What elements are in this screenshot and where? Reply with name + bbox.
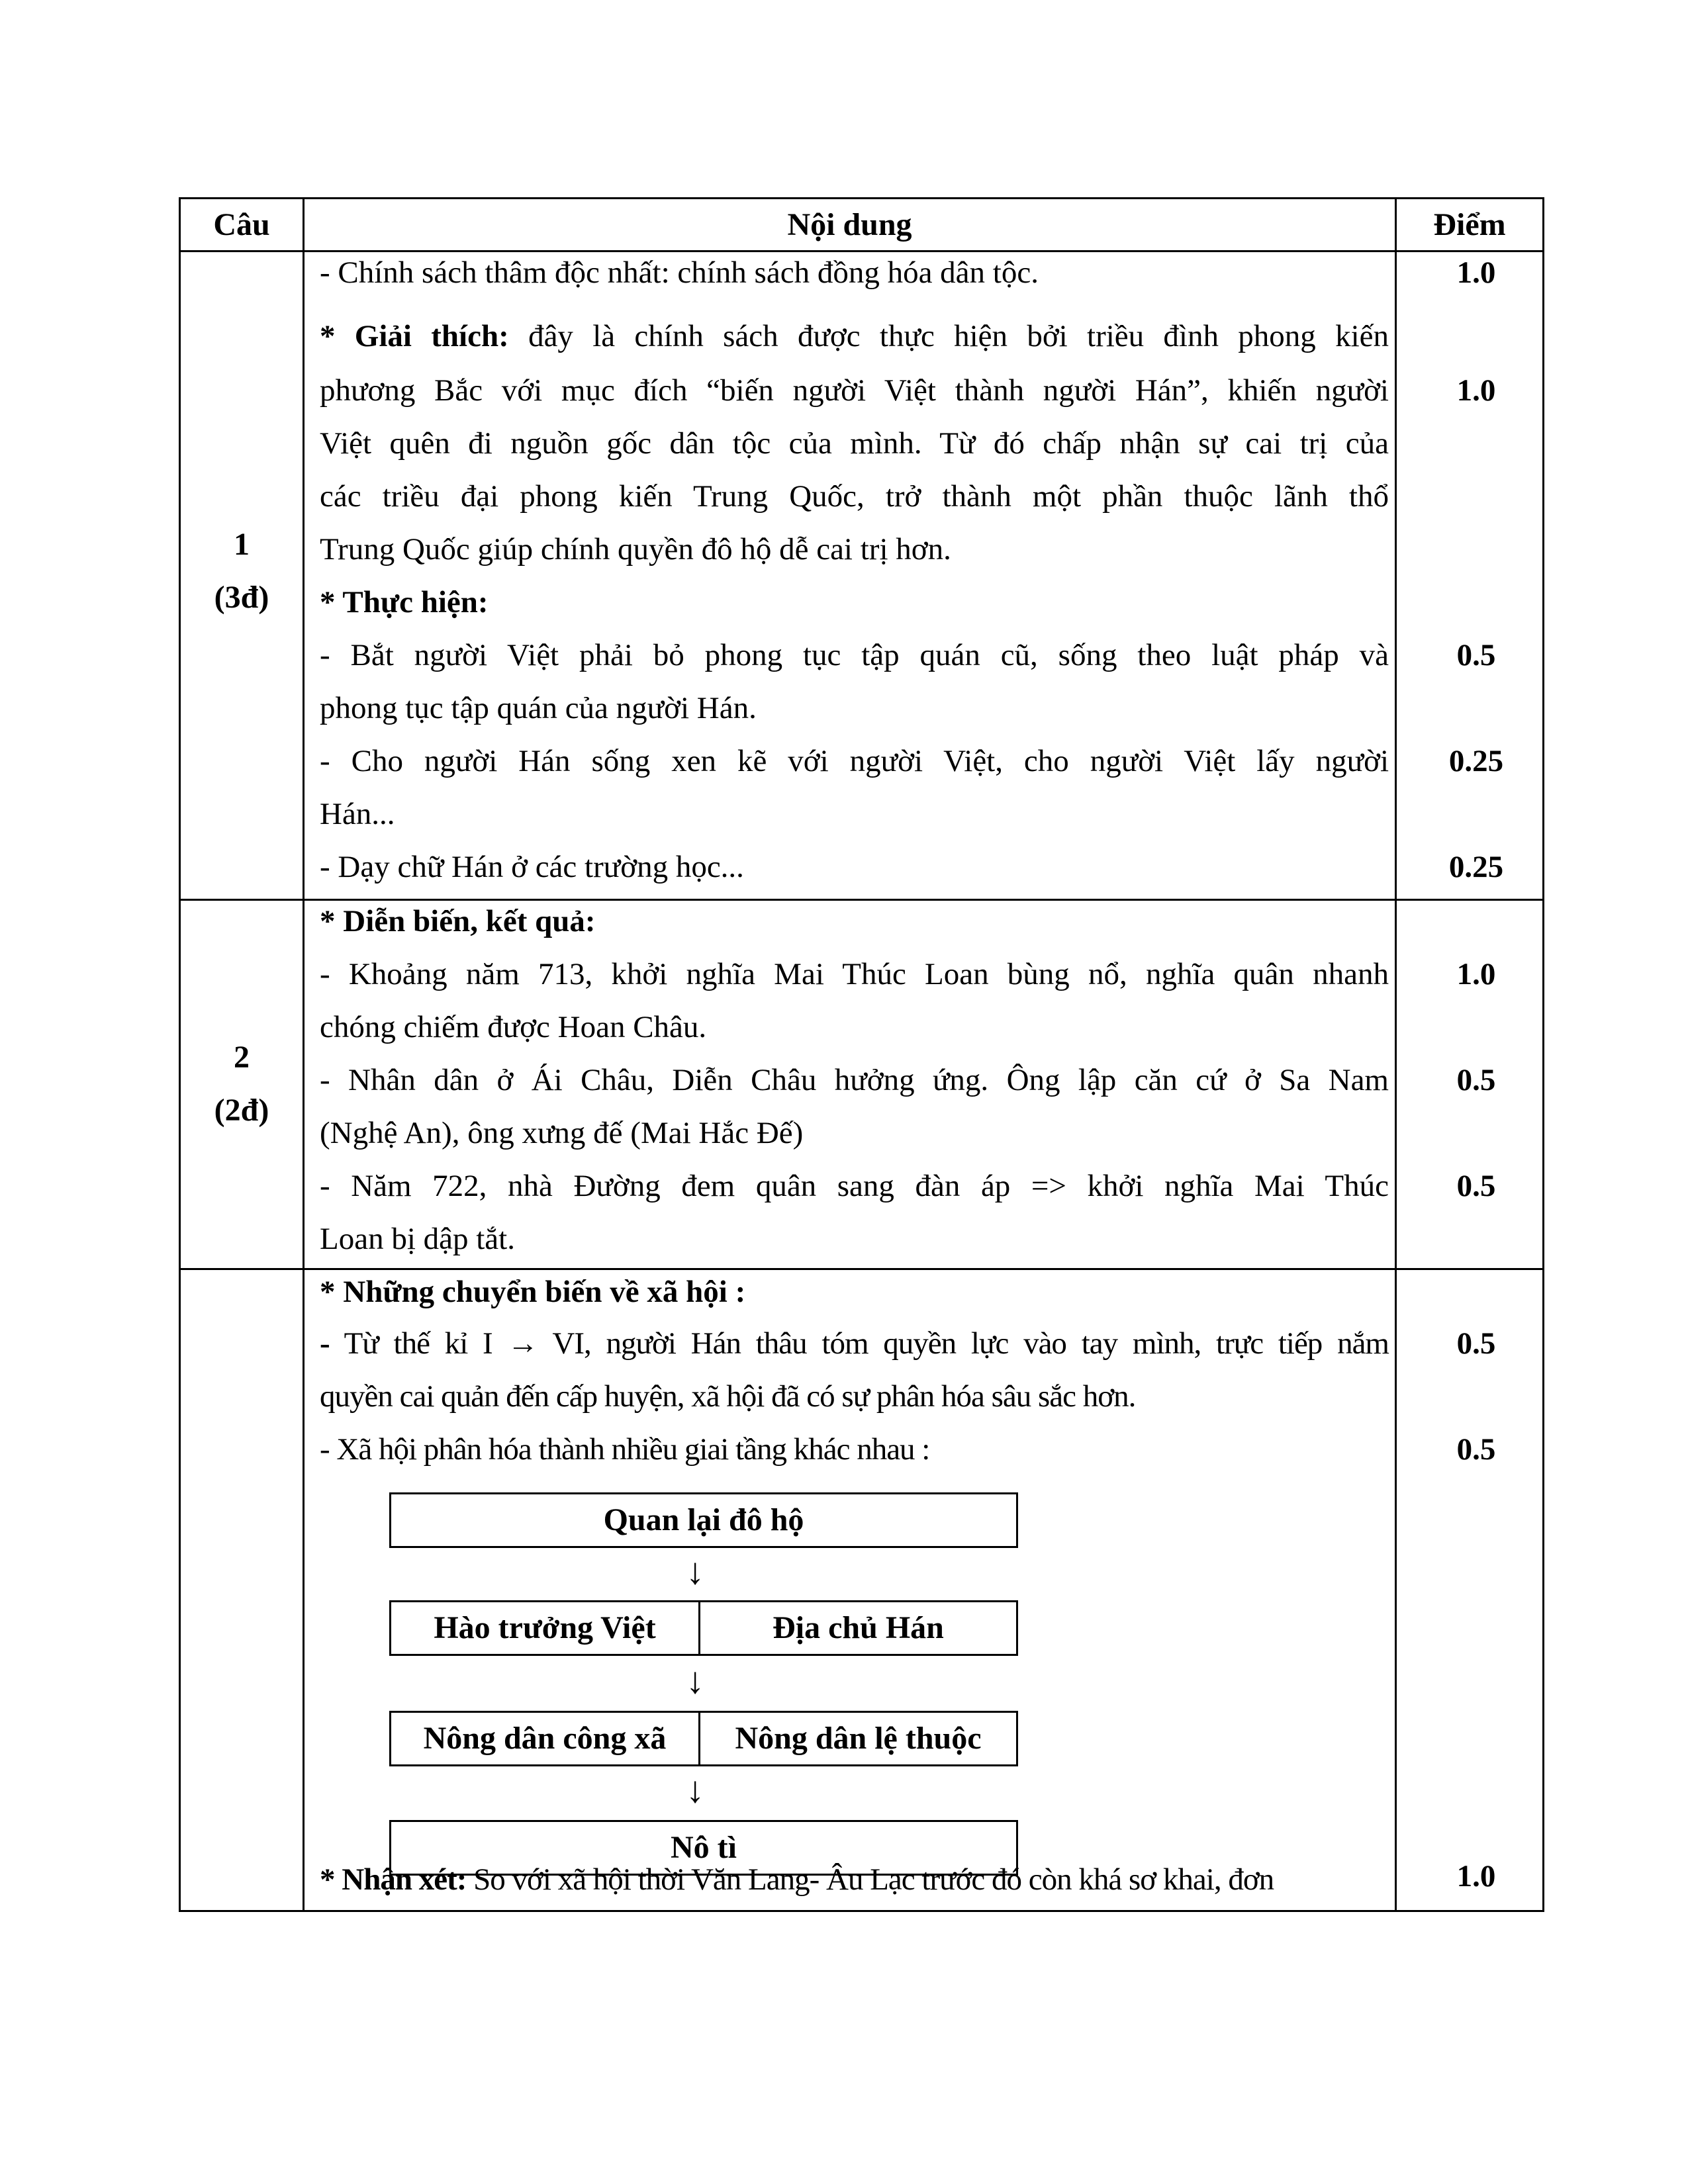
q3-dash: -	[320, 1326, 330, 1361]
q3-score: 1.0	[1456, 1859, 1496, 1893]
q1-line: phương Bắc với mục đích “biến người Việt thành người Hán”, khiến người	[320, 373, 1389, 408]
q3-line	[320, 1317, 1389, 1370]
q2-score: 0.5	[1456, 1063, 1496, 1097]
diagram-box-nong-dan-le-thuoc: Nông dân lệ thuộc	[698, 1711, 1018, 1766]
header-cau: Câu	[213, 207, 270, 242]
q2-score: 0.5	[1456, 1169, 1496, 1203]
question-1-points: (3đ)	[214, 580, 269, 615]
q3-line-text: So với xã hội thời Văn Lang- Âu Lạc trước đó còn khá sơ khai, đơn	[473, 1862, 1274, 1897]
q2-line: - Khoảng năm 713, khởi nghĩa Mai Thúc Loan bùng nổ, nghĩa quân nhanh	[320, 957, 1389, 991]
q1-line: Trung Quốc giúp chính quyền đô hộ dễ cai trị hơn.	[320, 532, 951, 567]
diagram-box-no-ti: Nô tì	[389, 1820, 1018, 1876]
q2-line: chóng chiếm được Hoan Châu.	[320, 1010, 707, 1044]
giai-thich-label: * Giải thích:	[320, 319, 509, 353]
q1-line: - Dạy chữ Hán ở các trường học...	[320, 850, 744, 884]
col-divider-1	[303, 197, 305, 1912]
header-diem: Điểm	[1433, 207, 1506, 242]
q1-line: - Cho người Hán sống xen kẽ với người Việt, cho người Việt lấy người	[320, 744, 1389, 778]
q1-line: - Bắt người Việt phải bỏ phong tục tập quán cũ, sống theo luật pháp và	[320, 638, 1389, 672]
header-noi-dung: Nội dung	[787, 207, 912, 242]
table-right-border	[1542, 197, 1544, 1912]
q1-line-text: đây là chính sách được thực hiện bởi triều đình phong kiến	[528, 319, 1389, 353]
col-divider-2	[1395, 197, 1397, 1912]
question-2-number: 2	[234, 1040, 250, 1075]
q1-line	[320, 310, 1389, 363]
q3-line: quyền cai quản đến cấp huyện, xã hội đã có sự phân hóa sâu sắc hơn.	[320, 1379, 1136, 1414]
q3-line: - Xã hội phân hóa thành nhiều giai tầng khác nhau :	[320, 1432, 930, 1467]
q1-line: * Thực hiện:	[320, 585, 489, 619]
q3-score: 0.5	[1456, 1326, 1496, 1361]
diagram-box-hao-truong: Hào trưởng Việt	[389, 1600, 700, 1656]
q3-line: * Những chuyển biến về xã hội :	[320, 1275, 746, 1309]
q1-line: các triều đại phong kiến Trung Quốc, trở thành một phần thuộc lãnh thổ	[320, 479, 1389, 514]
table-left-border	[179, 197, 181, 1912]
question-1-number: 1	[234, 527, 250, 562]
q2-line: Loan bị dập tắt.	[320, 1222, 515, 1256]
down-arrow-icon: ↓	[686, 1551, 704, 1592]
q2-score: 1.0	[1456, 957, 1496, 991]
q1-line: Việt quên đi nguồn gốc dân tộc của mình. Từ đó chấp nhận sự cai trị của	[320, 426, 1389, 461]
diagram-box-quan-lai: Quan lại đô hộ	[389, 1492, 1018, 1548]
q1-score: 0.25	[1448, 744, 1504, 778]
down-arrow-icon: ↓	[686, 1770, 704, 1811]
q2-line: - Năm 722, nhà Đường đem quân sang đàn áp => khởi nghĩa Mai Thúc	[320, 1169, 1389, 1203]
q1-score: 0.5	[1456, 638, 1496, 672]
q1-line: phong tục tập quán của người Hán.	[320, 691, 757, 725]
down-arrow-icon: ↓	[686, 1661, 704, 1702]
q3-line-text: Từ thế kỉ I → VI, người Hán thâu tóm quyền lực vào tay mình, trực tiếp nắm	[344, 1326, 1389, 1361]
nhan-xet-label: * Nhận xét:	[320, 1862, 467, 1897]
q2-line: * Diễn biến, kết quả:	[320, 904, 596, 938]
q1-score: 1.0	[1456, 255, 1496, 290]
question-2-points: (2đ)	[214, 1093, 269, 1128]
q2-line: (Nghệ An), ông xưng đế (Mai Hắc Đế)	[320, 1116, 804, 1150]
diagram-box-nong-dan-cong-xa: Nông dân công xã	[389, 1711, 700, 1766]
q1-line: - Chính sách thâm độc nhất: chính sách đồng hóa dân tộc.	[320, 255, 1039, 290]
table-bottom-border	[179, 1910, 1544, 1912]
q2-line: - Nhân dân ở Ái Châu, Diễn Châu hưởng ứng. Ông lập căn cứ ở Sa Nam	[320, 1063, 1389, 1097]
diagram-box-dia-chu: Địa chủ Hán	[698, 1600, 1018, 1656]
q1-score: 0.25	[1448, 850, 1504, 884]
q3-score: 0.5	[1456, 1432, 1496, 1467]
q1-score: 1.0	[1456, 373, 1496, 408]
q1-line: Hán...	[320, 797, 395, 831]
